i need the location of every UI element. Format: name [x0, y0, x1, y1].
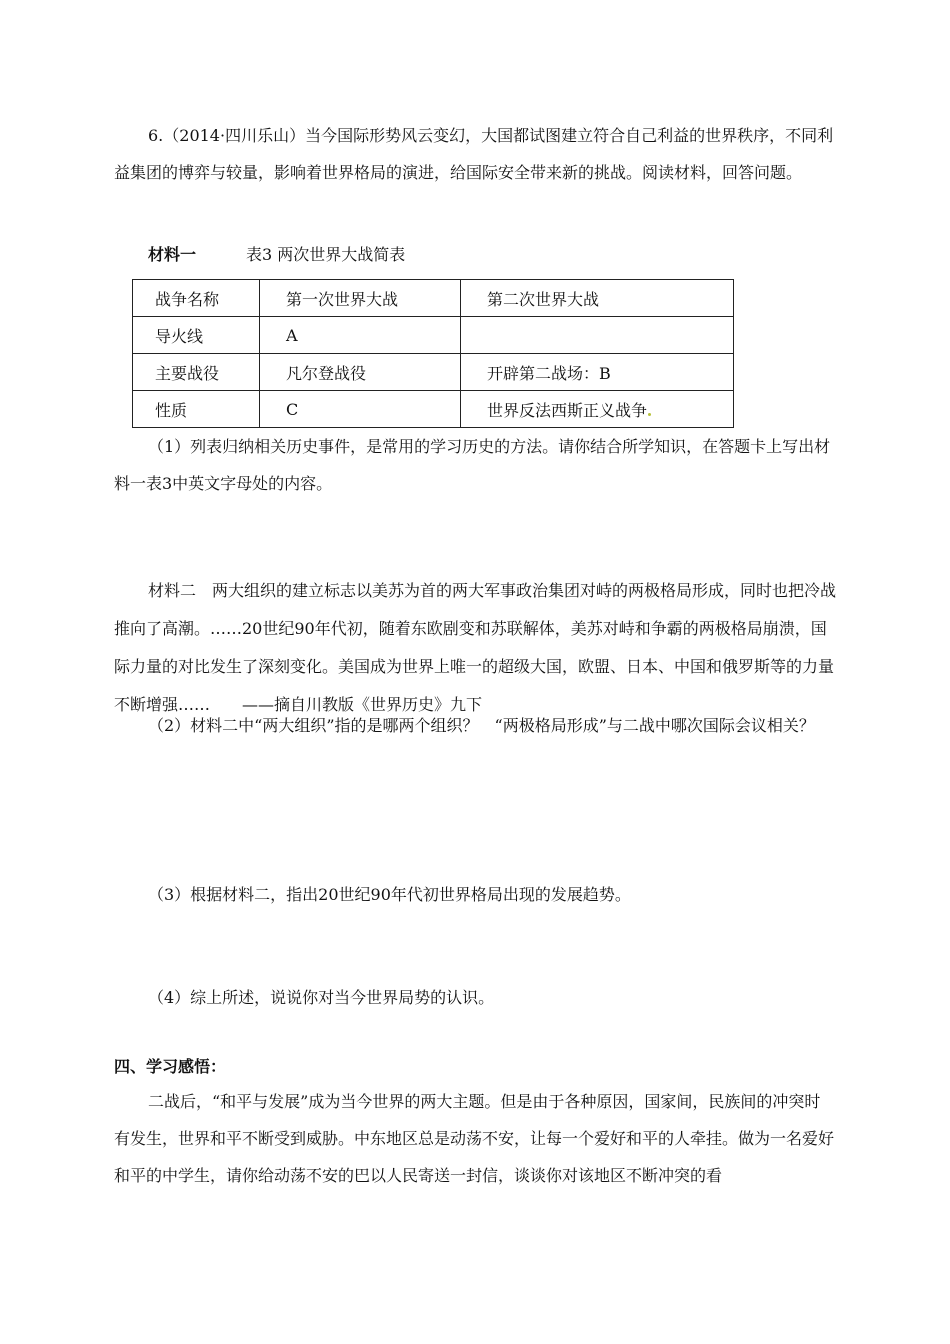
table-cell: 凡尔登战役 [260, 354, 461, 391]
section-4-body: 二战后，“和平与发展”成为当今世界的两大主题。但是由于各种原因，国家间，民族间的冲突时有发生，世界和平不断受到威胁。中东地区总是动荡不安，让每一个爱好和平的人牵挂。做为一名爱好和平的中学生，请你给动荡不安的巴以人民寄送一封信，谈谈你对该地区不断冲突的看 [114, 1092, 835, 1185]
table-row [133, 317, 734, 354]
question-1-text: （1）列表归纳相关历史事件，是常用的学习历史的方法。请你结合所学知识，在答题卡上写出材料一表3中英文字母处的内容。 [114, 437, 831, 493]
stray-mark [648, 413, 651, 416]
question-4-text: （4）综上所述，说说你对当今世界局势的认识。 [148, 988, 495, 1007]
table-cell: 性质 [133, 391, 260, 428]
table-cell [461, 391, 734, 428]
table-cell: 战争名称 [133, 280, 260, 317]
world-wars-table [132, 279, 734, 428]
material-1-label: 材料一 [148, 245, 197, 264]
table-cell: C [260, 391, 461, 428]
table-row [133, 354, 734, 391]
table-cell [461, 317, 734, 354]
material-1-caption [148, 240, 405, 270]
question-6-text: 6.（2014·四川乐山）当今国际形势风云变幻，大国都试图建立符合自己利益的世界秩序，不同利益集团的博弈与较量，影响着世界格局的演进，给国际安全带来新的挑战。阅读材料，回答问题。 [114, 126, 834, 182]
table-cell: 开辟第二战场：B [461, 354, 734, 391]
table-cell: 第二次世界大战 [461, 280, 734, 317]
table-cell: 主要战役 [133, 354, 260, 391]
table-row [133, 391, 734, 428]
table-row [133, 280, 734, 317]
material-2-text: 材料二 两大组织的建立标志以美苏为首的两大军事政治集团对峙的两极格局形成，同时也把冷战推向了高潮。……20世纪90年代初，随着东欧剧变和苏联解体，美苏对峙和争霸的两极格局崩溃，国际力量的对比发生了深刻变化。美国成为世界上唯一的超级大国，欧盟、日本、中国和俄罗斯等的力量不断增强…… ——摘自川教版《世界历史》九下 [114, 581, 837, 714]
section-4-heading: 四、学习感悟： [114, 1057, 227, 1076]
table-caption: 表3 两次世界大战简表 [246, 245, 406, 264]
table-cell-text: 世界反法西斯正义战争 [487, 400, 648, 420]
table-cell: 第一次世界大战 [260, 280, 461, 317]
question-2-text: （2）材料二中“两大组织”指的是哪两个组织？ “两极格局形成”与二战中哪次国际会议相关？ [148, 716, 815, 735]
table-cell: A [260, 317, 461, 354]
table-cell: 导火线 [133, 317, 260, 354]
question-3-text: （3）根据材料二，指出20世纪90年代初世界格局出现的发展趋势。 [148, 885, 631, 904]
